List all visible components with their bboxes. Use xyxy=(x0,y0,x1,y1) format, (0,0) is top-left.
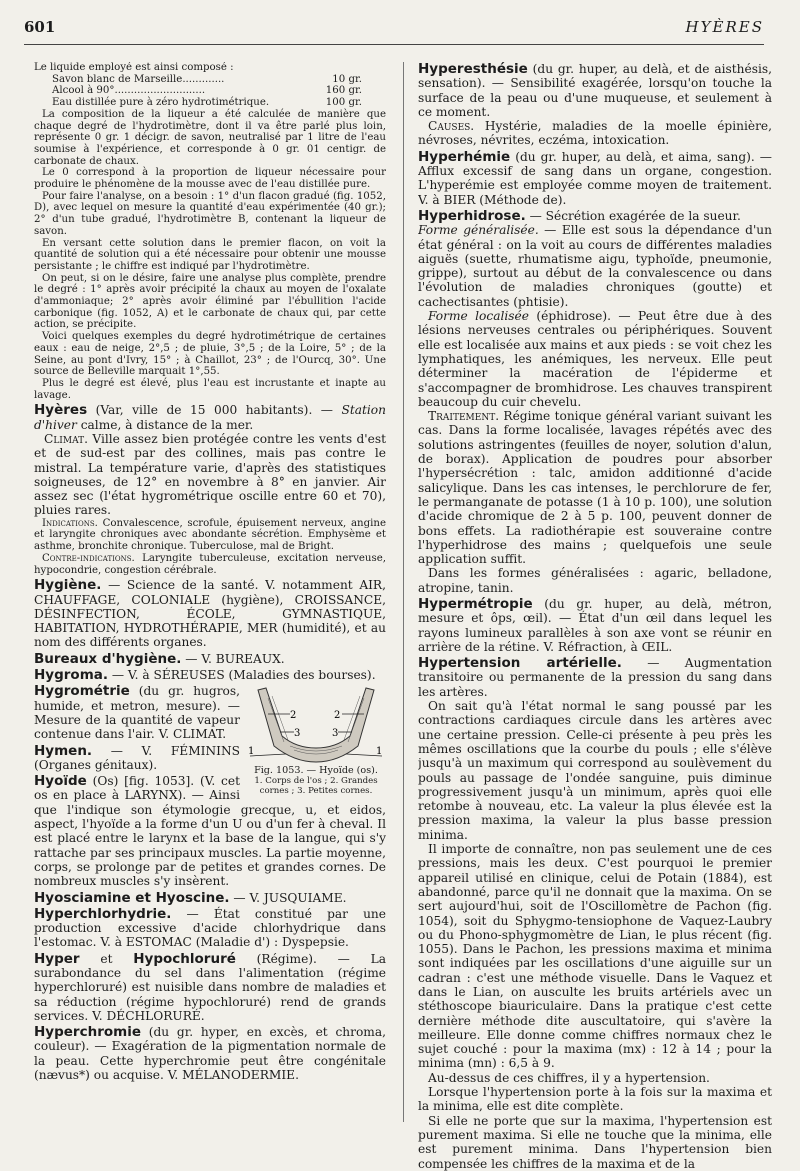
subheading: Causes. xyxy=(428,119,475,134)
headword: Hyperesthésie xyxy=(418,62,528,77)
paragraph: On peut, si on le désire, faire une analyse plus complète, prendre le degré : 1° après avoir précipité la chaux au moyen de l'oxalate d'ammoniaque; 2° après avoir éliminé par l'ébullition l'acide carbonique (fig. 1052, A) et le carbonate de chaux qui, par cette action, se précipite. xyxy=(34,272,386,331)
headword: Hymen. xyxy=(34,742,93,759)
subheading: Forme généralisée. xyxy=(418,223,539,238)
entry-text: (du gr. hugros, humide, et metron, mesure). — Mesure de la quantité de vapeur contenue dans l'air. V. CLIMAT. xyxy=(34,684,240,742)
headword: Hyères xyxy=(34,402,88,419)
headword: Hypochloruré xyxy=(133,950,236,967)
entry-text: (du gr. hyper, en excès, et chroma, couleur). — Exagération de la pigmentation normale de la peau. Cette hyperchromie peut être congénitale (nævus*) ou acquise. V. MÉLANODERMIE. xyxy=(34,1025,386,1083)
entry-text: (du gr. huper, au delà, métron, mesure et ôps, œil). — État d'un œil dans lequel les rayons lumineux parallèles à son axe vont se réunir en arrière de la rétine. V. Réfraction, à ŒIL. xyxy=(418,596,772,654)
fig-label: 3 xyxy=(332,728,339,740)
subheading: Contre-indications. xyxy=(42,552,135,564)
entry-text: — V. JUSQUIAME. xyxy=(229,890,347,905)
recipe-row xyxy=(52,74,362,86)
paragraph-forme-localisee xyxy=(418,309,772,409)
fig-label: 1 xyxy=(248,746,255,758)
paragraph: La composition de la liqueur a été calculée de manière que chaque degré de l'hydrotimètre, dont il va être parlé plus loin, représente 0 gr. 1 décigr. de savon, neutralisé par 1 litre de l'eau soumise à l'expérience, et corresponde à 0 gr. 01 centigr. de carbonate de chaux. xyxy=(34,108,386,167)
headword: Hyperchlorhydrie. xyxy=(34,905,172,922)
recipe-qty: 10 gr. xyxy=(332,73,362,85)
recipe-row xyxy=(52,97,362,109)
entry-text: calme, à distance de la mer. xyxy=(76,417,254,432)
paragraph-indications xyxy=(34,518,386,553)
paragraph: Il importe de connaître, non pas seulement une de ces pressions, mais les deux. C'est pourquoi le premier appareil utilisé en clinique, celui de Potain (1884), est abandonné, parce qu'il ne donnait que la maxima. On se sert aujourd'hui, soit de l'Oscillomètre de Pachon (fig. 1054), soit du Sphygmo-tensiophone de Vaquez-Laubry ou du Phono-sphygmomètre de Lian, le plus récent (fig. 1055). Dans le Pachon, les pressions maxima et minima sont indiquées par les oscillations d'une aiguille sur un cadran : c'est une méthode visuelle. Dans le Vaquez et dans le Lian, on ausculte les bruits artériels avec un stéthoscope biauriculaire. Dans la pratique c'est cette dernière méthode dite auscultatoire, qui s'avère la meilleure. Elle donne comme chiffres normaux chez le sujet couché : pour la maxima (mx) : 12 à 14 ; pour la minima (mn) : 6,5 à 9. xyxy=(418,842,772,1071)
paragraph: Dans les formes généralisées : agaric, belladone, atropine, tanin. xyxy=(418,566,772,595)
entry-hygroma xyxy=(34,668,386,682)
paragraph: Au-dessus de ces chiffres, il y a hypertension. xyxy=(428,1070,710,1085)
subheading: Climat. xyxy=(44,431,88,446)
entry-text: (du gr. huper, au delà, et de aisthésis, sensation). — Sensibilité exagérée, lorsqu'on touche la surface de la peau ou d'une muqueuse, et seulement à ce moment. xyxy=(418,62,772,119)
entry-hyperchlorhydrie xyxy=(34,907,386,950)
paragraph-climat xyxy=(34,432,386,518)
recipe-qty: 100 gr. xyxy=(325,97,362,109)
paragraph: On sait qu'à l'état normal le sang poussé par les contractions cardiaques circule dans les artères avec une certaine pression. Celle-ci présente à peu près les mêmes oscillations que la courbe du pouls ; elle s'élève jusqu'à un maximum qui correspond au soulèvement du pouls au passage de l'ondée sanguine, puis diminue progressivement jusqu'à un minimum, après quoi elle retombe à nouveau, etc. La valeur la plus élevée est la pression maxima, la valeur la plus basse pression minima. xyxy=(418,699,772,842)
entry-hyeres xyxy=(34,403,386,432)
fig-label: 3 xyxy=(294,728,301,740)
entry-hypermetropie xyxy=(418,597,772,654)
recipe-row xyxy=(52,85,362,97)
headword: Hygiène. xyxy=(34,577,102,594)
figure-hyoid xyxy=(246,684,386,796)
paragraph: Le 0 correspond à la proportion de liqueur nécessaire pour produire le phénomène de la mousse avec de l'eau distillée pure. xyxy=(34,167,386,191)
entry-text: Convalescence, scrofule, épuisement nerveux, angine et laryngite chroniques avec abondante sécrétion. Emphysème et asthme, bronchite chronique. Tuberculose, mal de Bright. xyxy=(34,517,386,553)
entry-text: (éphidrose). — Peut être due à des lésions nerveuses centrales ou périphériques. Souvent elle est localisée aux mains et aux pieds : se voit chez les lymphatiques, les anémiques, les nerveux. Elle peut déterminer la macération de l'épiderme et s'accompagner de bromhidrose. Les chauves transpirent beaucoup du cuir chevelu. xyxy=(418,309,772,409)
headword: Hygroma. xyxy=(34,667,108,684)
left-column xyxy=(34,62,386,1082)
subheading: Forme localisée xyxy=(428,309,529,324)
fig-label: 2 xyxy=(334,710,341,722)
headword: Hypertension artérielle. xyxy=(418,655,622,672)
entry-text: — État constitué par une production excessive d'acide chlorhydrique dans l'estomac. V. à ESTOMAC (Maladie d') : Dyspepsie. xyxy=(34,906,386,950)
subheading: Indications. xyxy=(42,517,98,529)
paragraph-contre-indications xyxy=(34,553,386,576)
headword: Hyper xyxy=(34,950,80,967)
paragraph-traitement xyxy=(418,409,772,566)
fig-label: 2 xyxy=(290,710,297,722)
entry-hyperhidrose xyxy=(418,209,772,223)
headword: Hygrométrie xyxy=(34,683,130,700)
paragraph: Voici quelques exemples du degré hydrotimétrique de certaines eaux : eau de neige, 2°,5 ; de pluie, 3°,5 ; de la Loire, 5° ; de la Seine, au pont d'Ivry, 15° ; à Chaillot, 23° ; de l'Ourcq, 30°. Une source de Belleville marquait 1°,55. xyxy=(34,331,386,378)
subheading: Traitement. xyxy=(428,409,500,424)
paragraph: Plus le degré est élevé, plus l'eau est incrustante et inapte au lavage. xyxy=(34,377,386,401)
entry-text: Hystérie, maladies de la moelle épinière, névroses, névrites, eczéma, intoxication. xyxy=(418,119,772,148)
entry-text: Ville assez bien protégée contre les vents d'est et de sud-est par des collines, mais pas contre le mistral. La température varie, d'après des statistiques soigneuses, de 12° en novembre à 8° en janvier. Air assez sec (l'état hygrométrique oscille entre 60 et 70), pluies rares. xyxy=(34,431,386,518)
entry-hyperchlorure xyxy=(34,952,386,1023)
entry-hyperhemie xyxy=(418,150,772,207)
headword: Hyperhidrose. xyxy=(418,207,526,224)
entry-hypertension xyxy=(418,656,772,699)
headword: Hyperchromie xyxy=(34,1024,141,1041)
right-column xyxy=(418,62,772,1171)
figure-legend: 1. Corps de l'os ; 2. Grandes cornes ; 3. Petites cornes. xyxy=(254,776,378,797)
paragraph: Si elle ne porte que sur la maxima, l'hypertension est purement maxima. Si elle ne touche que la minima, elle est purement minima. Dans l'hypertension bien compensée les chiffres de la maxima et de la xyxy=(418,1113,772,1171)
headword: Hyoïde xyxy=(34,773,87,790)
entry-text: (Var, ville de 15 000 habitants). — xyxy=(87,403,342,418)
figure-caption: Fig. 1053. — Hyoïde (os). xyxy=(254,765,378,777)
entry-text: — Elle est sous la dépendance d'un état général : on la voit au cours de différentes maladies aiguës (suette, rhumatisme aigu, typhoïde, pneumonie, grippe), surtout au début de la convalescence ou dans l'évolution de maladies chroniques (goutte) et cachectisantes (phtisie). xyxy=(418,223,772,309)
recipe-item: Eau distillée pure à zéro hydrotimétrique. xyxy=(52,97,270,109)
entry-text: — V. BUREAUX. xyxy=(181,651,285,666)
hyoid-bone-illustration xyxy=(246,684,386,764)
headword: Hyperhémie xyxy=(418,148,511,165)
headword: Hyosciamine et Hyoscine. xyxy=(34,889,230,906)
paragraph: Pour faire l'analyse, on a besoin : 1° d'un flacon gradué (fig. 1052, D), avec lequel on mesure la quantité d'eau expérimentée (40 gr.); 2° d'un tube gradué, l'hydrotimètre B, contenant la liqueur de savon. xyxy=(34,190,386,237)
entry-text: et xyxy=(79,951,134,966)
recipe-item: Alcool à 90°............................ xyxy=(52,85,206,97)
entry-text: — Science de la santé. V. notamment AIR, CHAUFFAGE, COLONIALE (hygiène), CROISSANCE, DÉSINFECTION, ÉCOLE, GYMNASTIQUE, HABITATION, HYDROTHÉRAPIE, MER (humidité), et au nom des différents organes. xyxy=(34,578,386,650)
entry-text: (Régime). — La surabondance du sel dans l'alimentation (régime hyperchloruré) est nuisible dans nombre de maladies et sa réduction (régime hypochloruré) rend de grands services. V. DÉCHLORURÉ. xyxy=(34,951,386,1023)
recipe-item: Savon blanc de Marseille............. xyxy=(52,73,225,85)
header-rule xyxy=(24,44,764,45)
page-header xyxy=(24,18,764,42)
entry-text: — Augmentation transitoire ou permanente de la pression du sang dans les artères. xyxy=(418,656,772,699)
column-divider xyxy=(403,62,404,1122)
headword: Bureaux d'hygiène. xyxy=(34,650,182,667)
headword: Hypermétropie xyxy=(418,595,533,612)
running-title: HYÈRES xyxy=(685,18,764,36)
page-number: 601 xyxy=(24,18,56,36)
entry-hyosciamine xyxy=(34,891,386,905)
paragraph: En versant cette solution dans le premier flacon, on voit la quantité de solution qui a été nécessaire pour obtenir une mousse persistante ; le chiffre est indiqué par l'hydrotimètre. xyxy=(34,237,386,272)
paragraph: Le liquide employé est ainsi composé : xyxy=(34,62,234,73)
fig-label: 1 xyxy=(376,746,383,758)
entry-bureaux xyxy=(34,652,386,666)
entry-text: Régime tonique général variant suivant les cas. Dans la forme localisée, lavages répétés avec des solutions astringentes (feuilles de noyer, solution d'alun, de borax). Application de poudres pour absorber l'hypersécrétion : talc, amidon additionné d'acide salicylique. Dans les cas intenses, le perchlorure de fer, le permanganate de potasse (1 à 10 p. 100), une solution d'acide chromique de 2 à 5 p. 100, peuvent donner de bons effets. La radiothérapie est souveraine contre l'hyperhidrose des mains ; quelquefois une seule application suffit. xyxy=(418,409,772,567)
entry-italic: Station d'hiver xyxy=(34,403,386,432)
entry-hyperesthesie xyxy=(418,62,772,119)
entry-text: (du gr. huper, au delà, et aima, sang). — Afflux excessif de sang dans un organe, congestion. L'hyperémie est employée comme moyen de traitement. V. à BIER (Méthode de). xyxy=(418,149,772,207)
entry-text: — Sécrétion exagérée de la sueur. xyxy=(525,208,741,223)
entry-text: — V. FÉMININS (Organes génitaux). xyxy=(34,743,240,772)
entry-text: Laryngite tuberculeuse, excitation nerveuse, hypocondrie, congestion cérébrale. xyxy=(34,552,386,576)
recipe-list xyxy=(52,74,386,109)
paragraph: Lorsque l'hypertension porte à la fois sur la maxima et la minima, elle est dite complète. xyxy=(418,1085,772,1114)
entry-text: (Os) [fig. 1053]. (V. cet os en place à LARYNX). — Ainsi que l'indique son étymologie grecque, u, et eidos, aspect, l'hyoïde a la forme d'un U ou d'un fer à cheval. Il est placé entre le larynx et la base de la langue, qui s'y rattache par ses principaux muscles. La partie moyenne, corps, se prolonge par de petites et grandes cornes. De nombreux muscles s'y insèrent. xyxy=(34,774,386,889)
paragraph-causes xyxy=(418,119,772,148)
entry-text: — V. à SÉREUSES (Maladies des bourses). xyxy=(108,668,376,683)
entry-hygiene xyxy=(34,578,386,649)
paragraph-forme-generalisee xyxy=(418,223,772,309)
recipe-qty: 160 gr. xyxy=(325,85,362,97)
entry-hyperchromie xyxy=(34,1025,386,1082)
